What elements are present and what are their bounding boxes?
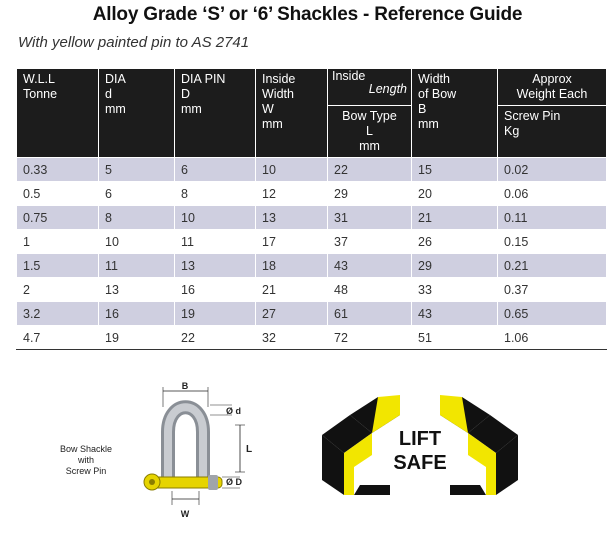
label-b: B bbox=[181, 381, 189, 391]
table-cell: 20 bbox=[412, 182, 498, 206]
table-cell: 0.15 bbox=[498, 230, 607, 254]
table-cell: 1.5 bbox=[17, 254, 99, 278]
table-row bbox=[17, 230, 607, 254]
table-cell: 8 bbox=[175, 182, 256, 206]
table-cell: 29 bbox=[412, 254, 498, 278]
header-approx-weight: Approx Weight Each bbox=[498, 69, 607, 106]
table-cell: 8 bbox=[99, 206, 175, 230]
table-cell: 10 bbox=[99, 230, 175, 254]
label-l: L bbox=[246, 444, 253, 455]
table-cell: 13 bbox=[256, 206, 328, 230]
table-cell: 10 bbox=[256, 158, 328, 182]
table-cell: 17 bbox=[256, 230, 328, 254]
table-cell: 11 bbox=[99, 254, 175, 278]
table-cell: 0.5 bbox=[17, 182, 99, 206]
header-inside-width: Inside Width W mm bbox=[256, 69, 328, 158]
table-cell: 29 bbox=[328, 182, 412, 206]
table-cell: 31 bbox=[328, 206, 412, 230]
header-bow-type: Bow Type L mm bbox=[328, 106, 412, 158]
bow-shackle-diagram bbox=[60, 377, 260, 527]
table-cell: 0.11 bbox=[498, 206, 607, 230]
table-cell: 13 bbox=[175, 254, 256, 278]
table-cell: 43 bbox=[412, 302, 498, 326]
table-cell: 6 bbox=[175, 158, 256, 182]
page-title: Alloy Grade ‘S’ or ‘6’ Shackles - Reference Guide bbox=[92, 4, 523, 25]
table-cell: 22 bbox=[175, 326, 256, 350]
lift-safe-logo bbox=[320, 395, 520, 505]
label-d: Ø d bbox=[226, 406, 241, 416]
label-w: W bbox=[180, 509, 190, 519]
header-screw-pin: Screw Pin Kg bbox=[498, 106, 607, 158]
table-cell: 19 bbox=[175, 302, 256, 326]
table-cell: 13 bbox=[99, 278, 175, 302]
table-cell: 0.21 bbox=[498, 254, 607, 278]
table-cell: 72 bbox=[328, 326, 412, 350]
page-subtitle: With yellow painted pin to AS 2741 bbox=[18, 34, 250, 51]
header-width-of-bow: Width of Bow B mm bbox=[412, 69, 498, 158]
table-cell: 27 bbox=[256, 302, 328, 326]
table-cell: 22 bbox=[328, 158, 412, 182]
diagram-caption-3: Screw Pin bbox=[65, 466, 107, 476]
table-cell: 0.65 bbox=[498, 302, 607, 326]
table-cell: 61 bbox=[328, 302, 412, 326]
table-cell: 21 bbox=[256, 278, 328, 302]
table-cell: 0.37 bbox=[498, 278, 607, 302]
table-row bbox=[17, 278, 607, 302]
table-cell: 5 bbox=[99, 158, 175, 182]
table-cell: 48 bbox=[328, 278, 412, 302]
table-cell: 4.7 bbox=[17, 326, 99, 350]
table-cell: 33 bbox=[412, 278, 498, 302]
table-row bbox=[17, 182, 607, 206]
shackle-icon bbox=[144, 407, 222, 490]
table-cell: 16 bbox=[175, 278, 256, 302]
table-cell: 51 bbox=[412, 326, 498, 350]
table-cell: 21 bbox=[412, 206, 498, 230]
table-row bbox=[17, 254, 607, 278]
table-cell: 0.75 bbox=[17, 206, 99, 230]
header-inside-length: Inside Length bbox=[328, 69, 412, 106]
table-cell: 12 bbox=[256, 182, 328, 206]
table-cell: 0.02 bbox=[498, 158, 607, 182]
table-cell: 11 bbox=[175, 230, 256, 254]
header-dia: DIA d mm bbox=[99, 69, 175, 158]
logo-text-safe: SAFE bbox=[393, 452, 447, 474]
table-cell: 1 bbox=[17, 230, 99, 254]
table-row bbox=[17, 206, 607, 230]
table-cell: 43 bbox=[328, 254, 412, 278]
logo-text-lift: LIFT bbox=[398, 428, 442, 450]
diagram-caption-1: Bow Shackle bbox=[60, 444, 113, 454]
shackle-spec-table bbox=[16, 68, 607, 350]
table-cell: 10 bbox=[175, 206, 256, 230]
table-cell: 1.06 bbox=[498, 326, 607, 350]
table-cell: 15 bbox=[412, 158, 498, 182]
table-row bbox=[17, 302, 607, 326]
table-cell: 19 bbox=[99, 326, 175, 350]
table-cell: 32 bbox=[256, 326, 328, 350]
table-cell: 18 bbox=[256, 254, 328, 278]
table-cell: 6 bbox=[99, 182, 175, 206]
header-wll: W.L.L Tonne bbox=[17, 69, 99, 158]
table-cell: 0.33 bbox=[17, 158, 99, 182]
label-big-d: Ø D bbox=[226, 477, 243, 487]
table-cell: 2 bbox=[17, 278, 99, 302]
table-cell: 3.2 bbox=[17, 302, 99, 326]
table-cell: 0.06 bbox=[498, 182, 607, 206]
table-cell: 26 bbox=[412, 230, 498, 254]
table-row bbox=[17, 158, 607, 182]
table-body bbox=[17, 158, 607, 350]
table-cell: 16 bbox=[99, 302, 175, 326]
table-cell: 37 bbox=[328, 230, 412, 254]
table-row bbox=[17, 326, 607, 350]
diagram-caption-2: with bbox=[77, 455, 95, 465]
header-dia-pin: DIA PIN D mm bbox=[175, 69, 256, 158]
